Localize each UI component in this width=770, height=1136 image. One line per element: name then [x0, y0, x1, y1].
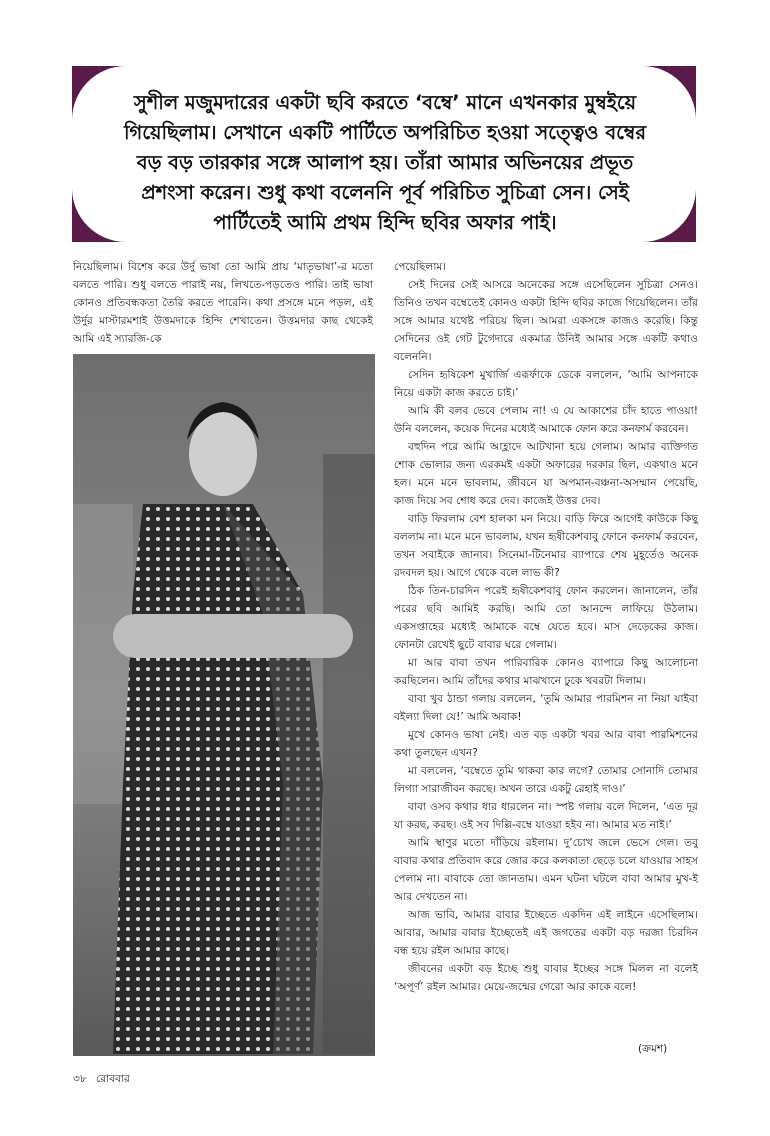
paragraph: বাবা খুব ঠান্ডা গলায় বললেন, ‘তুমি আমার পারমিশন না নিয়া যাইবা বইল্যা দিলা যে!’ আমি অবাক! — [394, 693, 698, 723]
paragraph: জীবনের একটা বড় ইচ্ছে শুধু বাবার ইচ্ছের সঙ্গে মিলল না বলেই ‘অপূর্ণ’ রইল আমার। মেয়ে-জন্মের গেরো আর কাকে বলে! — [394, 963, 698, 993]
right-column — [394, 258, 698, 996]
paragraph: আজ ভাবি, আমার বাবার ইচ্ছেতে একদিন এই লাইনে এসেছিলাম। আবার, আমার বাবার ইচ্ছেতেই এই জগতের একটা বড় দরজা চিরদিন বন্ধ হয়ে রইল আমার কাছে। — [394, 909, 698, 957]
paragraph: মা আর বাবা তখন পারিবারিক কোনও ব্যাপারে কিছু আলোচনা করছিলেন। আমি তাঁদের কথার মাঝখানে ঢুকে খবরটা দিলাম। — [394, 657, 698, 687]
portrait-photo — [73, 354, 375, 1056]
continued-label: (ক্রমশ) — [638, 1043, 668, 1055]
magazine-name: রোববার — [96, 1073, 130, 1085]
paragraph: আমি স্থাণুর মতো দাঁড়িয়ে রইলাম। দু’চোখ জলে ভেসে গেল। তবু বাবার কথার প্রতিবাদ করে জোর করে কলকাতা ছেড়ে চলে যাওয়ার সাহস পেলাম না। বাবাকে তো জানতাম। এমন ঘটনা ঘটলে বাবা আমার মুখ-ই আর দেখতেন না। — [394, 837, 698, 903]
face — [189, 412, 257, 496]
paragraph: মুখে কোনও ভাষা নেই। এত বড় একটা খবর আর বাবা পারমিশনের কথা তুলছেন এখন? — [394, 729, 698, 759]
pullquote: সুশীল মজুমদারের একটা ছবি করতে ‘বম্বে’ মানে এখনকার মুম্বইয়ে গিয়েছিলাম। সেখানে একটি পার্টিতে অপরিচিত হওয়া সত্ত্বেও বম্বের বড় বড় তারকার সঙ্গে আলাপ হয়। তাঁরা আমার অভিনয়ের প্রভূত প্রশংসা করেন। শুধু কথা বলেননি পূর্ব পরিচিত সুচিত্রা সেন। সেই পার্টিতেই আমি প্রথম হিন্দি ছবির অফার পাই। — [124, 91, 646, 234]
left-column — [73, 258, 373, 348]
paragraph: বাড়ি ফিরলাম বেশ হালকা মন নিয়ে। বাড়ি ফিরে আগেই কাউকে কিছু বললাম না। মনে মনে ভাবলাম, যখন হৃষীকেশবাবু ফোনে কনফার্ম করবেন, তখন সবাইকে জানাব। সিনেমা-টিনেমার ব্যাপারে শেষ মুহূর্তেও অনেক রদবদল হয়। আগে থেকে বলে লাভ কী? — [394, 513, 698, 579]
paragraph: সেদিন হৃষিকেশ মুখার্জি এরূর্ফাকে ডেকে বললেন, ‘আমি আপনাকে নিয়ে একটা কাজ করতে চাই।’ — [394, 369, 698, 399]
paragraph: নিয়েছিলাম। বিশেষ করে উর্দু ভাষা তো আমি প্রায় ‘মাতৃভাষা’-র মতো বলতে পারি। শুধু বলতে পারাই নয়, লিখতে-পড়তেও পারি। তাই ভাষা কোনও প্রতিবন্ধকতা তৈরি করতে পারেনি। কথা প্রসঙ্গে মনে পড়ল, এই উর্দুর মাস্টারমশাই উত্তমদাকে হিন্দি শেখাতেন। উত্তমদার কাছ থেকেই আমি এই স্যারজি-কে — [73, 261, 373, 345]
paragraph: বাবা ওসব কথার ধার ধারলেন না। স্পষ্ট গলায় বলে দিলেন, ‘এত দূর যা করছ, করছ। ওই সব দিল্লি-বম্বে যাওয়া হইব না। আমার মত নাই।’ — [394, 801, 698, 831]
paragraph: পেয়েছিলাম। — [394, 261, 447, 273]
page-number: ৩৮ — [73, 1073, 87, 1085]
paragraph: মা বললেন, ‘বম্বেতে তুমি থাকবা কার লগে? তোমার সোনাদি তোমার লিগ্যা সারাজীবন করছে। অখন তারে একটু রেহাই দাও।’ — [394, 765, 698, 795]
paragraph: ঠিক তিন-চারদিন পরেই হৃষীকেশবাবু ফোন করলেন। জানালেন, তাঁর পরের ছবি আমিই করছি। আমি তো আনন্দে লাফিয়ে উঠলাম। একসপ্তাহের মধ্যেই আমাকে বম্বে যেতে হবে। মাস দেড়েকের কাজ। ফোনটা রেখেই ছুটে বাবার ঘরে গেলাম। — [394, 585, 698, 651]
paragraph: বহুদিন পরে আমি আহ্লাদে আটখানা হয়ে গেলাম। আমার ব্যক্তিগত শোক ভোলার জন্য এরকমই একটা অফারের দরকার ছিল, একথাও মনে হল। মনে মনে ভাবলাম, জীবনে যা অপমান-বঞ্চনা-অসম্মান পেয়েছি, কাজ দিয়ে সব শোধ করে দেব। কাজেই উত্তর দেব। — [394, 441, 698, 507]
paragraph: আমি কী বলব ভেবে পেলাম না! এ যে আকাশের চাঁদ হাতে পাওয়া! উনি বললেন, কয়েক দিনের মধ্যেই আমাকে ফোন করে কনফার্ম করবেন। — [394, 405, 698, 435]
paragraph: সেই দিনের সেই আসরে অনেকের সঙ্গে এসেছিলেন সুচিত্রা সেনও। তিনিও তখন বম্বেতেই কোনও একটা হিন্দি ছবির কাজে গিয়েছিলেন। তাঁর সঙ্গে আমার যথেষ্ট পরিচয় ছিল। আমরা একসঙ্গে কাজও করেছি। কিন্তু সেদিনের ওই গেট টুগেদারে একমাত্র উনিই আমার সঙ্গে একটি কথাও বলেননি। — [394, 279, 698, 363]
